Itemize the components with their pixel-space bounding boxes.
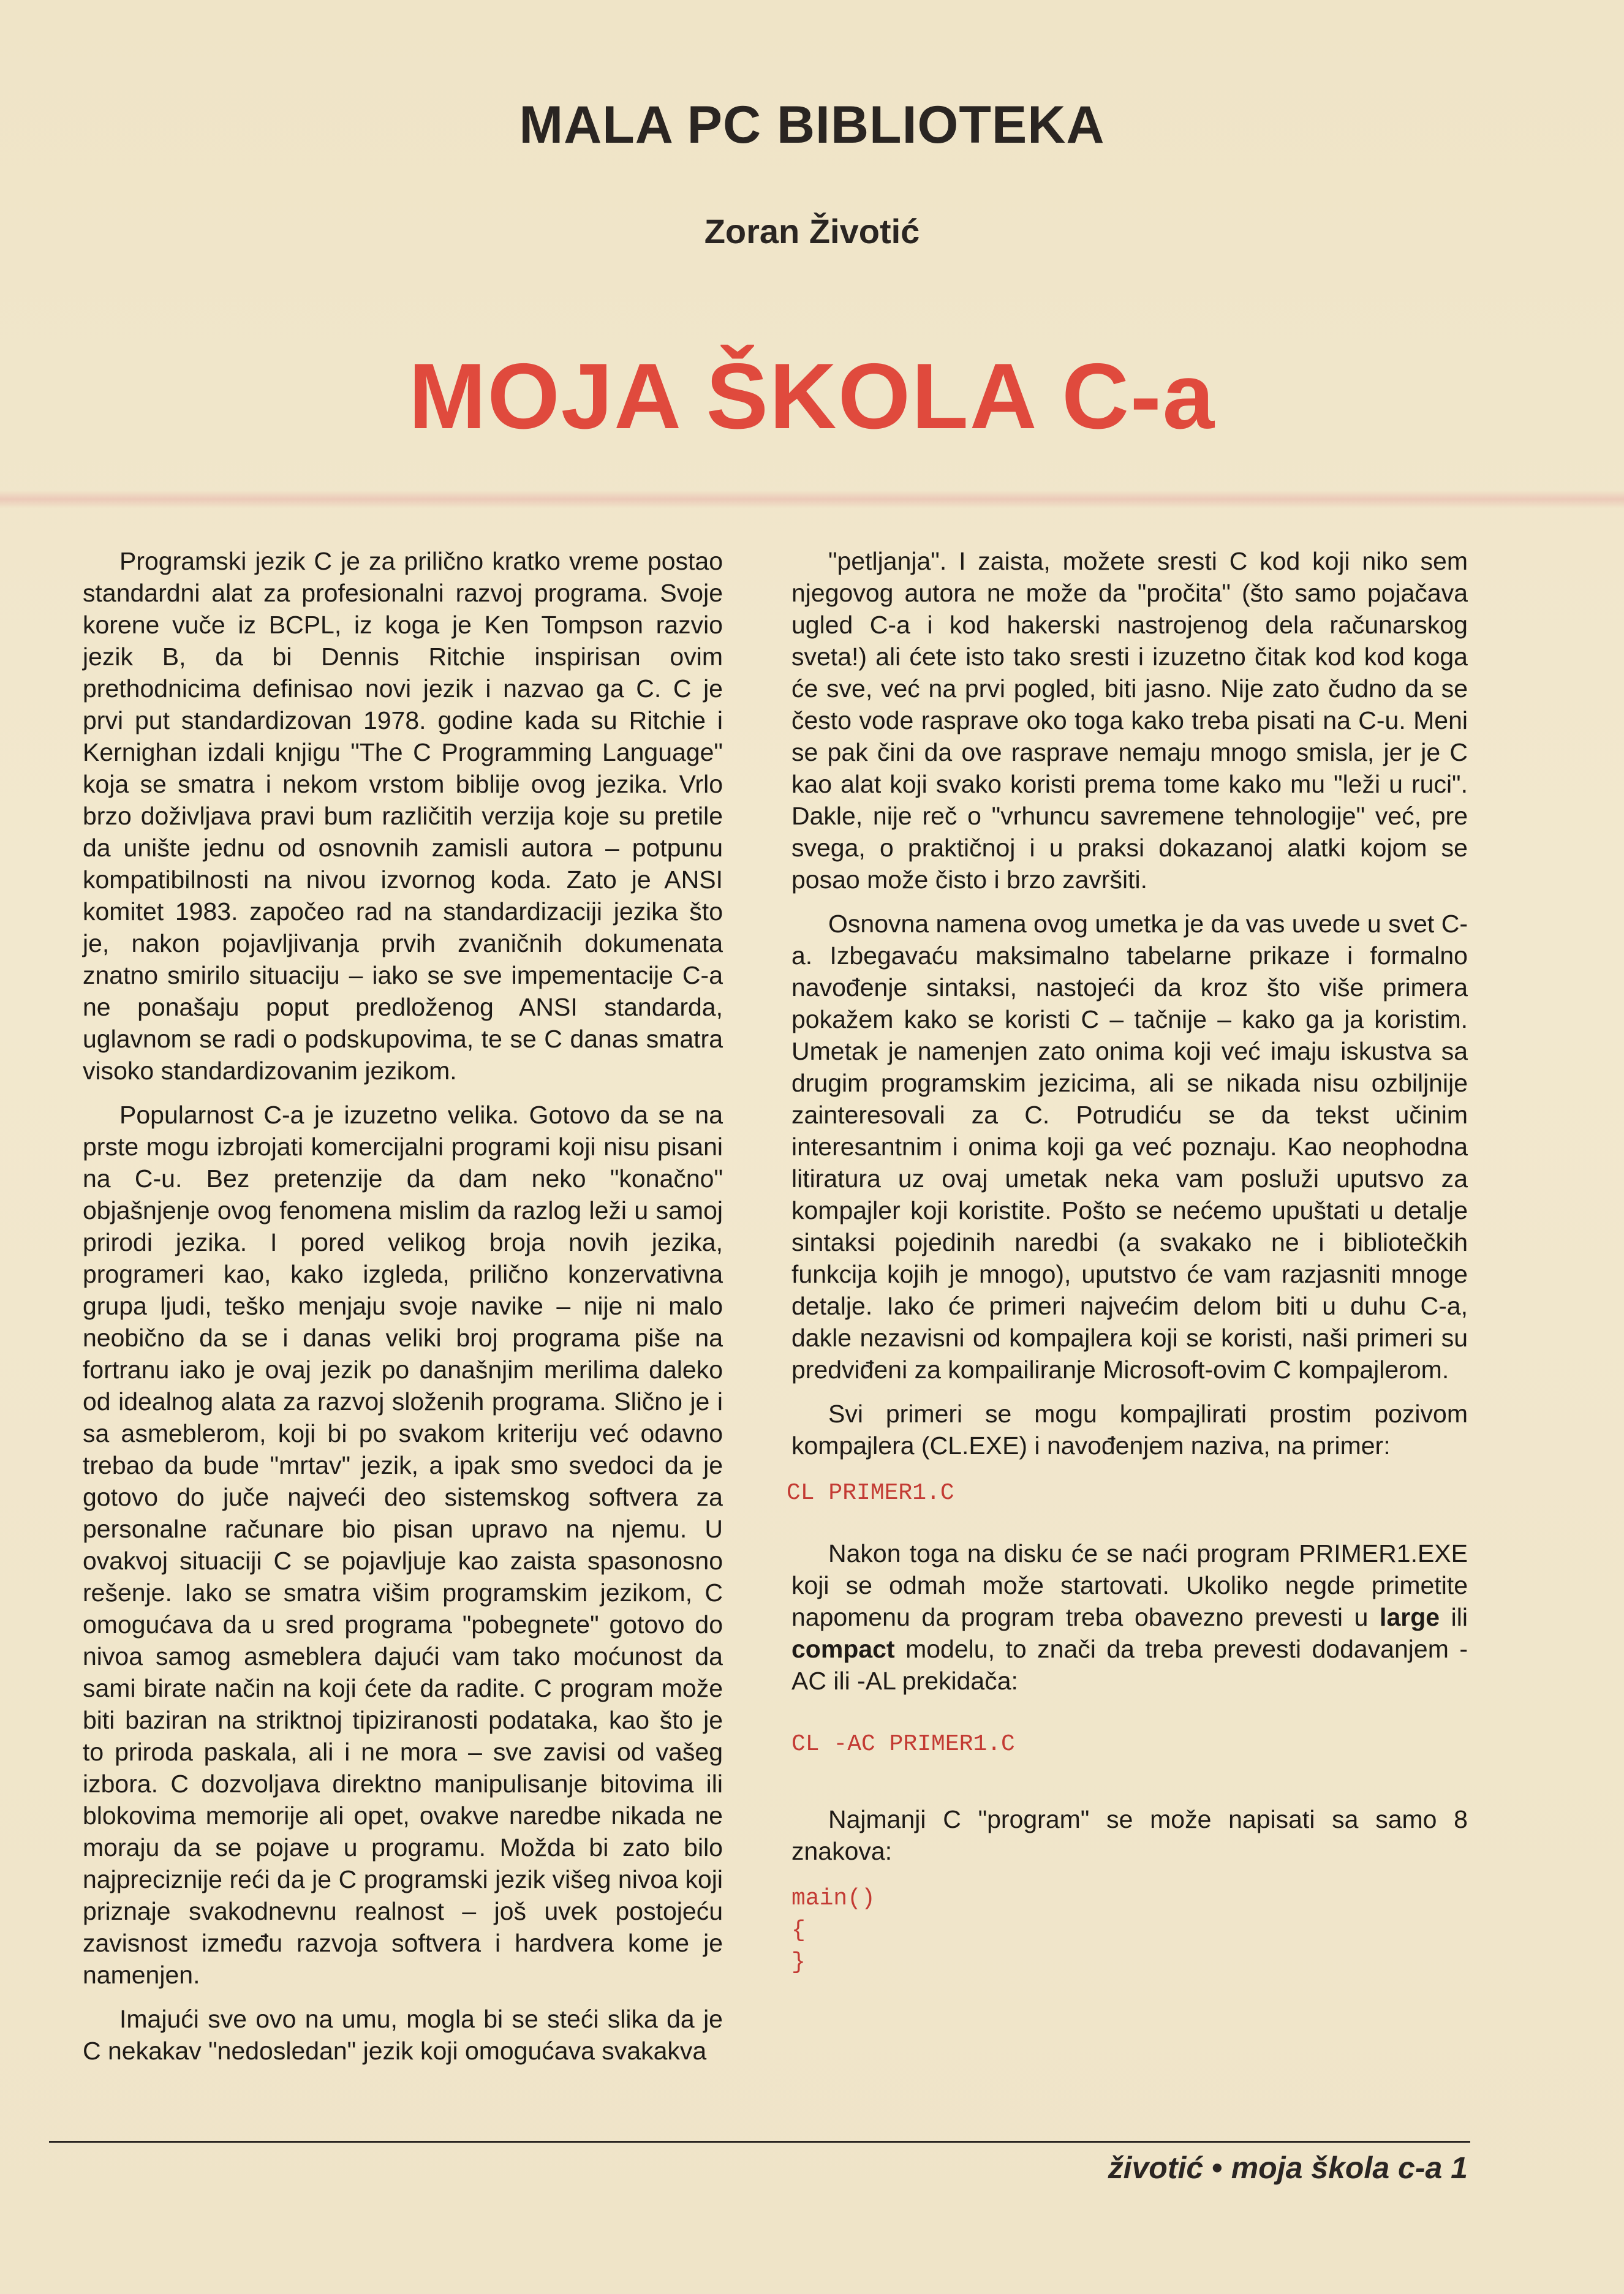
- paragraph: "petljanja". I zaista, možete sresti C kod koji niko sem njegovog autora ne može da "pročita" (što samo pojačava ugled C-a i kod hakerski nastrojenog dela računarskog sveta!) ali ćete isto tako sresti i izuzetno čitak kod kod koga će sve, već na prvi pogled, biti jasno. Nije zato čudno da se često vode rasprave oko toga kako treba pisati na C-u. Meni se pak čini da ove rasprave nemaju mnogo smisla, jer je C kao alat koji svako koristi prema tome kako mu "leži u ruci". Dakle, nije reč o "vrhuncu savremene tehnologije" već, pre svega, o praktičnoj i u praksi dokazanoj alatki kojom se posao može čisto i brzo završiti.: [791, 547, 1468, 894]
- series-title: MALA PC BIBLIOTEKA: [519, 96, 1105, 154]
- paragraph-text: ili: [1440, 1603, 1468, 1631]
- code-example: CL -AC PRIMER1.C: [791, 1731, 1015, 1757]
- code-example: main() { }: [791, 1885, 875, 1975]
- article-title: MOJA ŠKOLA C-a: [408, 344, 1216, 448]
- paragraph: Osnovna namena ovog umetka je da vas uvede u svet C-a. Izbegavaću maksimalno tabelarne prikaze i formalno navođenje sintaksi, nastojeći da kroz što više primera pokažem kako se koristi C – tačnije – kako ga ja koristim. Umetak je namenjen zato onima koji već imaju iskustva sa drugim programskim jezicima, ali se nikada nisu ozbiljnije zainteresovali za C. Potrudiću se da tekst učinim interesantnim i onima koji ga već poznaju. Kao neophodna litiratura uz ovaj umetak neka vam posluži uputsvo za kompajler koji koristite. Pošto se nećemo upuštati u detalje sintaksi pojedinih naredbi (a svakako ne i bibliotečkih funkcija kojih je mnogo), uputstvo će vam razjasniti mnoge detalje. Iako će primeri najvećim delom biti u duhu C-a, dakle nezavisni od kompajlera koji se koristi, naši primeri su predviđeni za kompailiranje Microsoft-ovim C kompajlerom.: [791, 910, 1468, 1384]
- footer-author: životić: [1108, 2151, 1204, 2185]
- paragraph: Programski jezik C je za prilično kratko vreme postao standardni alat za profesionalni razvoj programa. Svoje korene vuče iz BCPL, iz koga je Ken Tompson razvio jezik B, da bi Dennis Ritchie inspirisan ovim prethodnicima definisao novi jezik i nazvao ga C. C je prvi put standardizovan 1978. godine kada su Ritchie i Kernighan izdali knjigu "The C Programming Language" koja se smatra i nekom vrstom biblije ovog jezika. Vrlo brzo doživljava pravi bum različitih verzija koje su pretile da unište jednu od osnovnih zamisli autora – potpunu kompatibilnosti na nivou izvornog koda. Zato je ANSI komitet 1983. započeo rad na standardizaciji jezika što je, nakon pojavljivanja prvih zvaničnih dokumenata znatno smirilo situaciju – iako se sve impementacije C-a ne ponašaju poput predloženog ANSI standarda, uglavnom se radi o podskupovima, te se C danas smatra visoko standardizovanim jezikom.: [83, 547, 723, 1085]
- bullet-icon: •: [1212, 2151, 1223, 2185]
- paragraph-text: Nakon toga na disku će se naći program PRIMER1.EXE koji se odmah može startovati. Ukoliko negde primetite napomenu da program treba obavezno prevesti u: [791, 1539, 1468, 1631]
- paragraph: Imajući sve ovo na umu, mogla bi se steći slika da je C nekakav "nedosledan" jezik koji omogućava svakakva: [83, 2005, 723, 2065]
- paragraph: Popularnost C-a je izuzetno velika. Gotovo da se na prste mogu izbrojati komercijalni programi koji nisu pisani na C-u. Bez pretenzije da dam neko "konačno" objašnjenje ovog fenomena mislim da razlog leži u samoj prirodi jezika. I pored velikog broja novih jezika, programeri kao, kako izgleda, prilično konzervativna grupa ljudi, teško menjaju svoje navike – nije ni malo neobično da se i danas veliki broj programa piše na fortranu iako je ovaj jezik po današnjim merilima daleko od idealnog alata za razvoj složenih programa. Slično je i sa asmeblerom, koji bi po svakom kriteriju već odavno trebao da bude "mrtav" jezik, a ipak smo svedoci da je gotovo do juče najveći deo sistemskog softvera za personalne računare bio pisan upravo na njemu. U ovakvoj situaciji C se pojavljuje kao zaista spasonosno rešenje. Iako se smatra višim programskim jezikom, C omogućava da u sred programa "pobegnete" gotovo do nivoa samog asmeblera dajući vam tako moćunost da sami birate način na koji ćete da radite. C program može biti baziran na striktnoj tipiziranosti podataka, kao što je to priroda paskala, ali i ne mora – sve zavisi od vašeg izbora. C dozvoljava direktno manipulisanje bitovima ili blokovima memorije ali opet, ovakve naredbe nikada ne moraju da se pojave u programu. Možda bi zato bilo najpreciznije reći da je C programski jezik višeg nivoa koji priznaje svakodnevnu realnost – još uvek postojeću zavisnost između razvoja softvera i hardvera kome je namenjen.: [83, 1101, 723, 1989]
- left-column: [83, 545, 723, 2079]
- code-example: CL PRIMER1.C: [787, 1480, 954, 1506]
- keyword-large: large: [1380, 1603, 1440, 1631]
- keyword-compact: compact: [791, 1635, 895, 1663]
- right-column: [787, 545, 1468, 1979]
- paragraph: Najmanji C "program" se može napisati sa samo 8 znakova:: [791, 1805, 1468, 1865]
- author-name: Zoran Životić: [704, 212, 920, 251]
- footer-title: moja škola c-a 1: [1231, 2151, 1468, 2185]
- paragraph: Svi primeri se mogu kompajlirati prostim pozivom kompajlera (CL.EXE) i navođenjem naziva, na primer:: [791, 1400, 1468, 1460]
- footer-rule: [49, 2141, 1470, 2143]
- decorative-band: [0, 490, 1624, 508]
- paragraph: [791, 1538, 1468, 1697]
- paragraph-text: modelu, to znači da treba prevesti dodavanjem -AC ili -AL prekidača:: [791, 1635, 1468, 1695]
- page-footer: [1108, 2150, 1468, 2186]
